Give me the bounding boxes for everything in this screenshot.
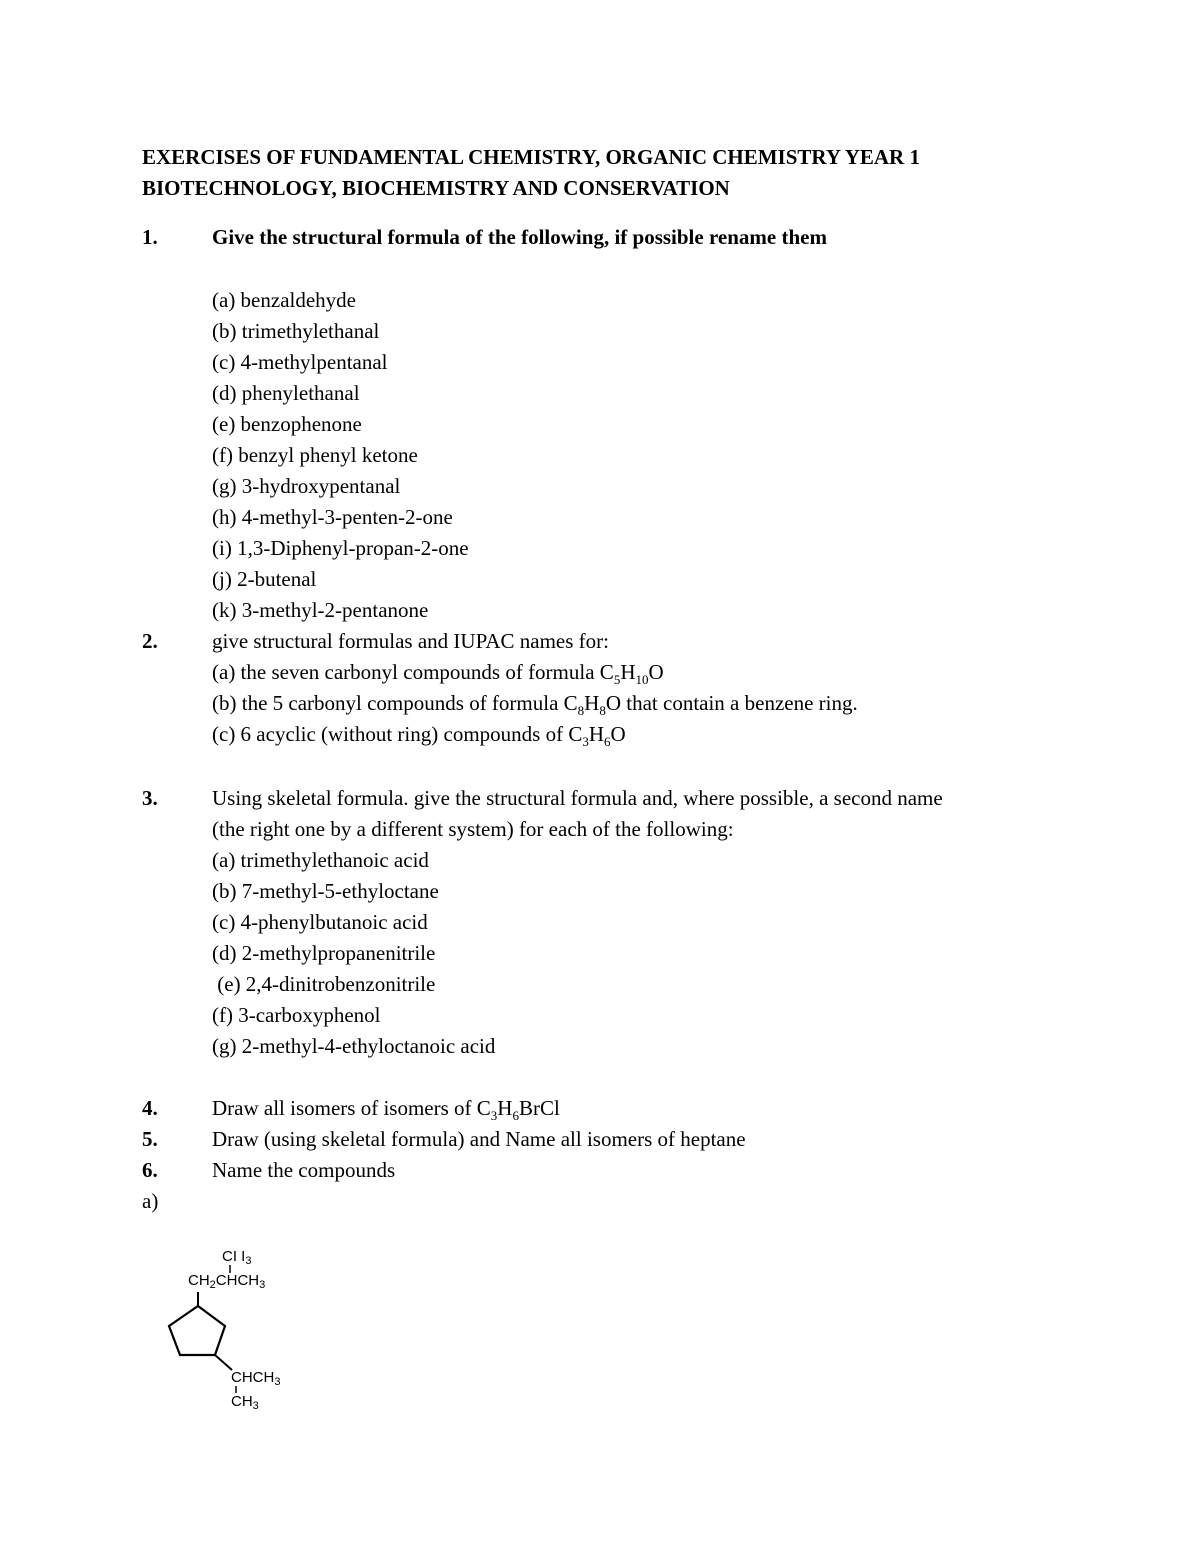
list-item: (f) 3-carboxyphenol: [212, 1003, 381, 1027]
question-text: Draw (using skeletal formula) and Name all isomers of heptane: [212, 1127, 746, 1151]
question-text: give structural formulas and IUPAC names for:: [212, 629, 609, 653]
question-number: 4.: [142, 1096, 158, 1120]
list-item: (g) 3-hydroxypentanal: [212, 474, 401, 498]
list-item: (f) benzyl phenyl ketone: [212, 443, 418, 467]
list-item: (k) 3-methyl-2-pentanone: [212, 598, 429, 622]
question-text-continued: (the right one by a different system) for each of the following:: [212, 817, 734, 841]
methyl-top-label: CI $I_3$: [222, 1248, 252, 1267]
methyl-bottom-label: $CH_3$: [231, 1393, 259, 1412]
question-3: [142, 783, 943, 1062]
header-line-2: BIOTECHNOLOGY, BIOCHEMISTRY AND CONSERVATION: [142, 176, 730, 200]
list-item: (a) benzaldehyde: [212, 288, 356, 312]
question-text: Give the structural formula of the following, if possible rename them: [212, 225, 827, 249]
list-item: (e) benzophenone: [212, 412, 362, 436]
list-item: (b) 7-methyl-5-ethyloctane: [212, 879, 439, 903]
question-number: 6.: [142, 1158, 158, 1182]
list-item: (b) the 5 carbonyl compounds of formula $C_8H_8O$ that contain a benzene ring.: [212, 691, 858, 719]
question-number: 2.: [142, 629, 158, 653]
question-text: Using skeletal formula. give the structural formula and, where possible, a second name: [212, 786, 943, 810]
list-item: (b) trimethylethanal: [212, 319, 380, 343]
question-number: 3.: [142, 786, 158, 810]
list-item: (e) 2,4-dinitrobenzonitrile: [212, 972, 436, 996]
question-6: [142, 1155, 746, 1186]
cyclopentane-ring: [169, 1306, 225, 1355]
header-line-1: EXERCISES OF FUNDAMENTAL CHEMISTRY, ORGANIC CHEMISTRY YEAR 1: [142, 145, 920, 169]
question-number: 5.: [142, 1127, 158, 1151]
isopropyl-label: $CHCH_3$: [231, 1369, 281, 1388]
question-text: Name the compounds: [212, 1158, 396, 1182]
question-5: [142, 1124, 746, 1155]
question-number: 1.: [142, 225, 158, 249]
list-item: (c) 6 acyclic (without ring) compounds of $C_3H_6O$: [212, 722, 626, 750]
list-item: (a) the seven carbonyl compounds of formula $C_5H_{10}O$: [212, 660, 664, 688]
list-item: (j) 2-butenal: [212, 567, 317, 591]
structural-formula-diagram: [160, 1240, 320, 1420]
list-item: (g) 2-methyl-4-ethyloctanoic acid: [212, 1034, 496, 1058]
list-item: (c) 4-methylpentanal: [212, 350, 388, 374]
question-4: 4. Draw all isomers of isomers of $C_3H_6BrCl$: [142, 1093, 746, 1124]
question-6-sub-a: a): [142, 1189, 159, 1213]
questions-4-6: [142, 1093, 746, 1217]
list-item: (a) trimethylethanoic acid: [212, 848, 429, 872]
list-item: (h) 4-methyl-3-penten-2-one: [212, 505, 453, 529]
question-2: [142, 626, 858, 657]
document-header: [142, 142, 920, 204]
list-item: (c) 4-phenylbutanoic acid: [212, 910, 428, 934]
list-item: (d) phenylethanal: [212, 381, 360, 405]
list-item: (i) 1,3-Diphenyl-propan-2-one: [212, 536, 469, 560]
question-1: [142, 222, 827, 253]
side-chain-label: $CH_2CHCH_3$: [188, 1272, 266, 1291]
bond-line: [215, 1355, 232, 1370]
list-item: (d) 2-methylpropanenitrile: [212, 941, 436, 965]
question-1-items: [142, 285, 858, 750]
